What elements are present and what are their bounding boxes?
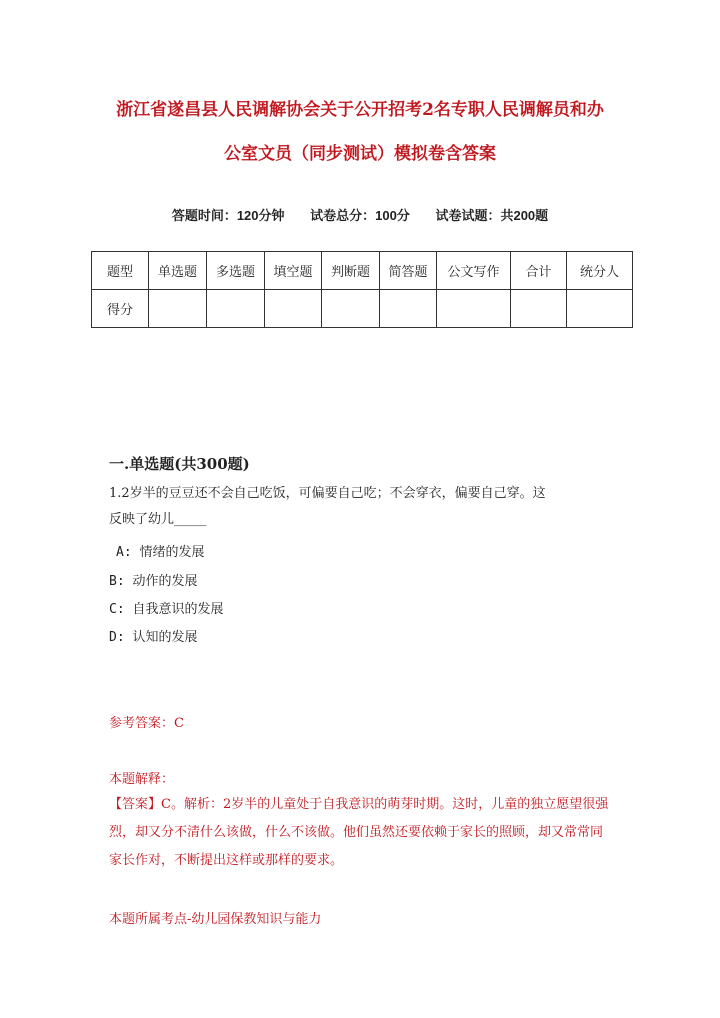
reference-answer: 参考答案：C	[109, 716, 184, 731]
explanation-text: C。解析：2岁半的儿童处于自我意识的萌芽时期。这时，儿童的独立愿望很强烈，却又分不清什么该做，什么不该做。他们虽然还要依赖于家长的照顾，却又常常同家长作对，不断提出这样或那样的要求。	[109, 797, 609, 868]
option-text: 情绪的发展	[139, 545, 205, 560]
score-cell[interactable]	[322, 290, 380, 328]
header-cell: 填空题	[265, 252, 322, 290]
score-cell[interactable]	[149, 290, 207, 328]
row-label: 得分	[92, 290, 149, 328]
score-table	[91, 251, 633, 328]
score-table-score-row	[92, 290, 633, 328]
option-a[interactable]	[116, 541, 205, 560]
score-table-header-row	[92, 252, 633, 290]
exam-meta	[0, 205, 720, 224]
score-cell[interactable]	[265, 290, 322, 328]
option-key: C:	[109, 602, 125, 617]
title-line-2: 公室文员（同步测试）模拟卷含答案	[224, 144, 496, 164]
knowledge-point: 本题所属考点-幼儿园保教知识与能力	[109, 912, 322, 927]
document-title	[100, 88, 620, 176]
explanation-tag: 【答案】	[109, 797, 162, 812]
option-b[interactable]	[109, 570, 198, 589]
option-key: A:	[116, 545, 132, 560]
title-line-1: 浙江省遂昌县人民调解协会关于公开招考2名专职人民调解员和办	[116, 100, 604, 120]
score-cell[interactable]	[567, 290, 633, 328]
header-cell: 多选题	[207, 252, 265, 290]
question-stem	[109, 481, 609, 533]
header-cell: 简答题	[380, 252, 437, 290]
option-text: 认知的发展	[132, 630, 198, 645]
header-cell: 公文写作	[437, 252, 511, 290]
option-text: 自我意识的发展	[132, 602, 224, 617]
option-text: 动作的发展	[132, 574, 198, 589]
header-cell: 单选题	[149, 252, 207, 290]
exam-total-score: 试卷总分：100分	[310, 208, 410, 223]
header-cell: 题型	[92, 252, 149, 290]
header-cell: 统分人	[567, 252, 633, 290]
score-cell[interactable]	[511, 290, 567, 328]
score-cell[interactable]	[207, 290, 265, 328]
option-c[interactable]	[109, 598, 224, 617]
option-key: B:	[109, 574, 125, 589]
question-line-2: 反映了幼儿_____	[109, 512, 207, 527]
option-d[interactable]	[109, 626, 198, 645]
section-heading: 一.单选题(共300题)	[109, 455, 250, 473]
exam-time: 答题时间：120分钟	[171, 208, 285, 223]
score-cell[interactable]	[437, 290, 511, 328]
option-key: D:	[109, 630, 125, 645]
header-cell: 判断题	[322, 252, 380, 290]
explanation-title: 本题解释：	[109, 772, 175, 787]
question-line-1: 1.2岁半的豆豆还不会自己吃饭，可偏要自己吃；不会穿衣，偏要自己穿。这	[109, 486, 546, 501]
explanation-body	[109, 791, 614, 875]
header-cell: 合计	[511, 252, 567, 290]
score-cell[interactable]	[380, 290, 437, 328]
exam-question-count: 试卷试题：共200题	[435, 208, 549, 223]
